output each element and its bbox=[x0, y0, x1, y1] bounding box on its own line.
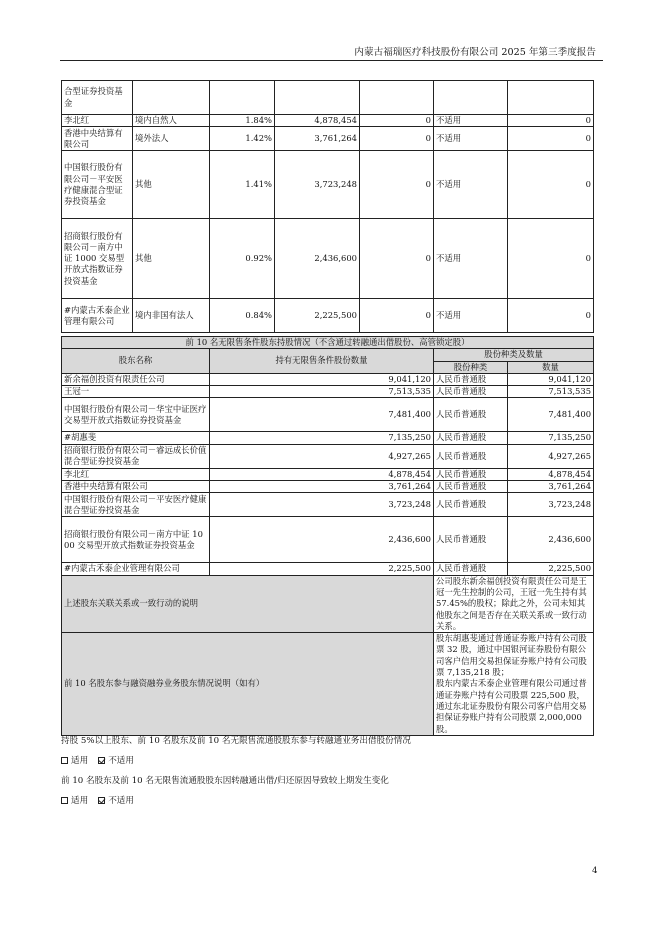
table-row bbox=[62, 444, 594, 468]
holder-name: 招商银行股份有限公司－南方中证 1000 交易型开放式指数证券投资基金 bbox=[62, 517, 210, 563]
holding-ratio: 1.42% bbox=[210, 127, 275, 151]
holding-shares: 2,436,600 bbox=[275, 219, 360, 299]
share-quantity: 7,513,535 bbox=[508, 386, 594, 398]
table-row bbox=[62, 517, 594, 563]
unrestricted-shares: 7,481,400 bbox=[210, 398, 434, 432]
pledge-status: 不适用 bbox=[434, 127, 508, 151]
holder-name: 新余福创投资有限责任公司 bbox=[62, 373, 210, 385]
share-type: 人民币普通股 bbox=[434, 398, 508, 432]
pledged-shares: 0 bbox=[508, 151, 594, 219]
restricted-shares: 0 bbox=[360, 115, 434, 127]
option-not-applicable-label: 不适用 bbox=[108, 756, 134, 766]
share-quantity: 3,761,264 bbox=[508, 481, 594, 493]
table-row bbox=[62, 127, 594, 151]
unrestricted-section-title: 前 10 名无限售条件股东持股情况（不含通过转融通出借股份、高管锁定股） bbox=[62, 337, 594, 349]
checked-box-icon[interactable] bbox=[98, 757, 105, 764]
lending-options bbox=[61, 754, 134, 766]
pledge-status: 不适用 bbox=[434, 219, 508, 299]
share-quantity: 7,135,250 bbox=[508, 432, 594, 444]
pledged-shares: 0 bbox=[508, 219, 594, 299]
table-row bbox=[62, 299, 594, 333]
share-quantity: 2,436,600 bbox=[508, 517, 594, 563]
col-header-unrestricted-shares: 持有无限售条件股份数量 bbox=[210, 349, 434, 374]
option-applicable-label: 适用 bbox=[71, 796, 89, 806]
holding-shares: 3,723,248 bbox=[275, 151, 360, 219]
holder-name: 中国银行股份有限公司－平安医疗健康混合型证券投资基金 bbox=[62, 493, 210, 517]
holder-nature: 境内非国有法人 bbox=[133, 299, 210, 333]
table-row bbox=[62, 151, 594, 219]
holder-nature: 境外法人 bbox=[133, 127, 210, 151]
table-row bbox=[62, 481, 594, 493]
unrestricted-shares: 4,927,265 bbox=[210, 444, 434, 468]
table-row bbox=[62, 386, 594, 398]
unrestricted-shares: 2,225,500 bbox=[210, 563, 434, 575]
change-options bbox=[61, 794, 134, 806]
holding-shares: 2,225,500 bbox=[275, 299, 360, 333]
holder-nature: 其他 bbox=[133, 219, 210, 299]
holding-ratio: 0.92% bbox=[210, 219, 275, 299]
holder-name: 香港中央结算有限公司 bbox=[62, 481, 210, 493]
checked-box-icon[interactable] bbox=[98, 797, 105, 804]
pledge-status: 不适用 bbox=[434, 299, 508, 333]
holder-name: 招商银行股份有限公司－南方中证 1000 交易型开放式指数证券投资基金 bbox=[62, 219, 133, 299]
share-type: 人民币普通股 bbox=[434, 517, 508, 563]
share-type: 人民币普通股 bbox=[434, 444, 508, 468]
restricted-shares: 0 bbox=[360, 219, 434, 299]
report-header-title: 内蒙古福瑞医疗科技股份有限公司 2025 年第三季度报告 bbox=[354, 47, 596, 58]
holder-name: 王冠一 bbox=[62, 386, 210, 398]
holding-shares bbox=[275, 81, 360, 115]
share-type: 人民币普通股 bbox=[434, 386, 508, 398]
holder-name: 李北红 bbox=[62, 115, 133, 127]
holder-name: 李北红 bbox=[62, 468, 210, 480]
margin-trading-text-1: 股东胡惠斐通过普通证券账户持有公司股票 32 股，通过中国银河证券股份有限公司客户信用交易担保证券账户持有公司股票 7,135,218 股； bbox=[436, 633, 587, 678]
margin-trading-text-2: 股东内蒙古禾泰企业管理有限公司通过普通证券账户持有公司股票 225,500 股，通过东北证券股份有限公司客户信用交易担保证券账户持有公司股票 2,000,000 股。 bbox=[436, 678, 587, 734]
share-type: 人民币普通股 bbox=[434, 373, 508, 385]
table-row bbox=[62, 563, 594, 575]
header-divider bbox=[60, 60, 603, 61]
col-header-quantity: 数量 bbox=[508, 361, 594, 373]
unrestricted-shares: 9,041,120 bbox=[210, 373, 434, 385]
holding-ratio: 1.84% bbox=[210, 115, 275, 127]
share-quantity: 9,041,120 bbox=[508, 373, 594, 385]
col-header-share-type-group: 股份种类及数量 bbox=[434, 349, 594, 361]
table-row bbox=[62, 398, 594, 432]
share-quantity: 4,878,454 bbox=[508, 468, 594, 480]
holder-name: 香港中央结算有限公司 bbox=[62, 127, 133, 151]
page-number: 4 bbox=[592, 866, 598, 876]
holder-nature: 其他 bbox=[133, 151, 210, 219]
share-type: 人民币普通股 bbox=[434, 563, 508, 575]
pledged-shares: 0 bbox=[508, 115, 594, 127]
holding-ratio bbox=[210, 81, 275, 115]
share-type: 人民币普通股 bbox=[434, 432, 508, 444]
pledged-shares: 0 bbox=[508, 299, 594, 333]
unrestricted-holders-table bbox=[61, 336, 594, 736]
top-holders-table bbox=[61, 80, 594, 333]
pledge-status: 不适用 bbox=[434, 115, 508, 127]
holder-nature: 境内自然人 bbox=[133, 115, 210, 127]
unrestricted-shares: 2,436,600 bbox=[210, 517, 434, 563]
holder-name: #胡惠斐 bbox=[62, 432, 210, 444]
restricted-shares: 0 bbox=[360, 151, 434, 219]
share-quantity: 4,927,265 bbox=[508, 444, 594, 468]
holding-shares: 4,878,454 bbox=[275, 115, 360, 127]
holder-nature bbox=[133, 81, 210, 115]
share-type: 人民币普通股 bbox=[434, 493, 508, 517]
lending-section-title: 持股 5%以上股东、前 10 名股东及前 10 名无限售流通股股东参与转融通业务出借股份情况 bbox=[61, 736, 411, 746]
change-section-title: 前 10 名股东及前 10 名无限售流通股股东因转融通出借/归还原因导致较上期发生变化 bbox=[61, 776, 389, 786]
pledge-status bbox=[434, 81, 508, 115]
holding-ratio: 0.84% bbox=[210, 299, 275, 333]
holder-name: 中国银行股份有限公司－平安医疗健康混合型证券投资基金 bbox=[62, 151, 133, 219]
pledge-status: 不适用 bbox=[434, 151, 508, 219]
holding-ratio: 1.41% bbox=[210, 151, 275, 219]
holder-name: 合型证券投资基金 bbox=[62, 81, 133, 115]
unrestricted-shares: 7,135,250 bbox=[210, 432, 434, 444]
restricted-shares: 0 bbox=[360, 299, 434, 333]
share-type: 人民币普通股 bbox=[434, 481, 508, 493]
restricted-shares: 0 bbox=[360, 127, 434, 151]
holder-name: 招商银行股份有限公司－睿远成长价值混合型证券投资基金 bbox=[62, 444, 210, 468]
table-row bbox=[62, 432, 594, 444]
holding-shares: 3,761,264 bbox=[275, 127, 360, 151]
table-row bbox=[62, 115, 594, 127]
share-type: 人民币普通股 bbox=[434, 468, 508, 480]
unrestricted-shares: 3,761,264 bbox=[210, 481, 434, 493]
table-row bbox=[62, 493, 594, 517]
unchecked-box-icon[interactable] bbox=[61, 797, 68, 804]
option-applicable-label: 适用 bbox=[71, 756, 89, 766]
unrestricted-shares: 4,878,454 bbox=[210, 468, 434, 480]
pledged-shares: 0 bbox=[508, 127, 594, 151]
table-row bbox=[62, 468, 594, 480]
restricted-shares bbox=[360, 81, 434, 115]
holder-name: 中国银行股份有限公司－华宝中证医疗交易型开放式指数证券投资基金 bbox=[62, 398, 210, 432]
pledged-shares bbox=[508, 81, 594, 115]
margin-trading-text bbox=[434, 633, 594, 736]
share-quantity: 2,225,500 bbox=[508, 563, 594, 575]
table-row bbox=[62, 373, 594, 385]
col-header-holder-name: 股东名称 bbox=[62, 349, 210, 374]
unrestricted-shares: 7,513,535 bbox=[210, 386, 434, 398]
relation-label: 上述股东关联关系或一致行动的说明 bbox=[62, 575, 434, 632]
unrestricted-shares: 3,723,248 bbox=[210, 493, 434, 517]
holder-name: #内蒙古禾泰企业管理有限公司 bbox=[62, 563, 210, 575]
share-quantity: 3,723,248 bbox=[508, 493, 594, 517]
holder-name: #内蒙古禾泰企业管理有限公司 bbox=[62, 299, 133, 333]
col-header-share-type: 股份种类 bbox=[434, 361, 508, 373]
relation-text: 公司股东新余福创投资有限责任公司是王冠一先生控制的公司，王冠一先生持有其 57.45%的股权；除此之外，公司未知其他股东之间是否存在关联关系或一致行动关系。 bbox=[434, 575, 594, 632]
table-row bbox=[62, 81, 594, 115]
option-not-applicable-label: 不适用 bbox=[108, 796, 134, 806]
margin-trading-label: 前 10 名股东参与融资融券业务股东情况说明（如有） bbox=[62, 633, 434, 736]
share-quantity: 7,481,400 bbox=[508, 398, 594, 432]
table-row bbox=[62, 219, 594, 299]
unchecked-box-icon[interactable] bbox=[61, 757, 68, 764]
